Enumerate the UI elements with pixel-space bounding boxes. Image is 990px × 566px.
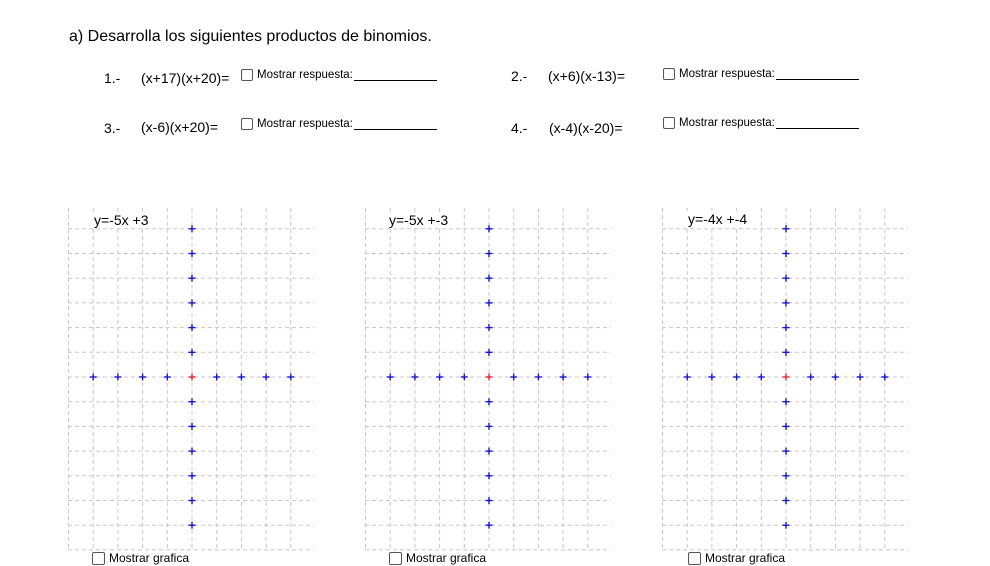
problem-4-answer-label: Mostrar respuesta: <box>679 116 775 129</box>
graph-panel-1[interactable] <box>68 208 314 550</box>
graph-3-grid[interactable] <box>662 208 908 550</box>
axis-tick-marker <box>461 374 468 381</box>
axis-tick-marker <box>857 374 864 381</box>
graph-2-equation: y=-5x +-3 <box>389 212 449 228</box>
show-graph-1-checkbox[interactable] <box>92 552 105 565</box>
axis-tick-marker <box>758 374 765 381</box>
axis-tick-marker <box>783 522 790 529</box>
axis-tick-marker <box>114 374 121 381</box>
axis-tick-marker <box>486 472 493 479</box>
show-graph-1[interactable] <box>92 551 189 565</box>
axis-tick-marker <box>189 522 196 529</box>
axis-tick-marker <box>783 497 790 504</box>
problem-4-show-answer[interactable] <box>663 116 859 129</box>
graph-3-equation: y=-4x +-4 <box>688 211 748 227</box>
axis-tick-marker <box>733 374 740 381</box>
axis-tick-marker <box>263 374 270 381</box>
axis-tick-marker <box>881 374 888 381</box>
show-graph-3-label: Mostrar grafica <box>705 551 786 565</box>
axis-tick-marker <box>486 225 493 232</box>
show-graph-3[interactable] <box>688 551 785 565</box>
axis-tick-marker <box>189 497 196 504</box>
graph-panel-2[interactable] <box>365 208 611 550</box>
axis-tick-marker <box>486 423 493 430</box>
axis-tick-marker <box>708 374 715 381</box>
problem-3-answer-checkbox[interactable] <box>241 118 253 130</box>
axis-tick-marker <box>783 472 790 479</box>
axis-tick-marker <box>486 522 493 529</box>
problem-4-expression: (x-4)(x-20)= <box>549 120 623 136</box>
problem-2-answer-checkbox[interactable] <box>663 68 675 80</box>
axis-tick-marker <box>164 374 171 381</box>
problem-1-show-answer[interactable] <box>241 68 437 81</box>
axis-tick-marker <box>783 324 790 331</box>
problem-4-number: 4.- <box>511 120 528 136</box>
axis-tick-marker <box>189 225 196 232</box>
axis-tick-marker <box>189 299 196 306</box>
problem-4-answer-blank <box>776 116 859 129</box>
axis-tick-marker <box>783 225 790 232</box>
problem-2-expression: (x+6)(x-13)= <box>548 68 626 84</box>
problem-3-show-answer[interactable] <box>241 117 437 130</box>
axis-tick-marker <box>807 374 814 381</box>
axis-tick-marker <box>189 275 196 282</box>
problem-1-answer-label: Mostrar respuesta: <box>257 68 353 81</box>
axis-tick-marker <box>189 250 196 257</box>
origin-marker <box>783 374 790 381</box>
problem-1-number: 1.- <box>104 70 121 86</box>
problem-1-answer-blank <box>354 68 437 81</box>
axis-tick-marker <box>387 374 394 381</box>
problem-2-show-answer[interactable] <box>663 67 859 80</box>
problem-3-expression: (x-6)(x+20)= <box>141 119 219 135</box>
graph-2-grid[interactable] <box>365 208 611 550</box>
axis-tick-marker <box>287 374 294 381</box>
axis-tick-marker <box>189 349 196 356</box>
axis-tick-marker <box>486 250 493 257</box>
show-graph-1-label: Mostrar grafica <box>109 551 190 565</box>
axis-tick-marker <box>486 299 493 306</box>
problem-4-answer-checkbox[interactable] <box>663 117 675 129</box>
axis-tick-marker <box>783 275 790 282</box>
axis-tick-marker <box>189 324 196 331</box>
exercise-heading: a) Desarrolla los siguientes productos de binomios. <box>69 28 432 45</box>
show-graph-2-label: Mostrar grafica <box>406 551 487 565</box>
axis-tick-marker <box>535 374 542 381</box>
axis-tick-marker <box>238 374 245 381</box>
problem-3-answer-blank <box>354 117 437 130</box>
problem-3-answer-label: Mostrar respuesta: <box>257 117 353 130</box>
axis-tick-marker <box>783 398 790 405</box>
show-graph-2-checkbox[interactable] <box>389 552 402 565</box>
graph-panel-3[interactable] <box>662 208 908 550</box>
axis-tick-marker <box>783 250 790 257</box>
axis-tick-marker <box>832 374 839 381</box>
axis-tick-marker <box>189 448 196 455</box>
axis-tick-marker <box>560 374 567 381</box>
axis-tick-marker <box>486 275 493 282</box>
problem-2-answer-blank <box>776 67 859 80</box>
graph-1-equation: y=-5x +3 <box>94 212 149 228</box>
origin-marker <box>486 374 493 381</box>
axis-tick-marker <box>783 448 790 455</box>
axis-tick-marker <box>684 374 691 381</box>
axis-tick-marker <box>139 374 146 381</box>
axis-tick-marker <box>90 374 97 381</box>
axis-tick-marker <box>486 497 493 504</box>
axis-tick-marker <box>783 423 790 430</box>
axis-tick-marker <box>584 374 591 381</box>
graph-1-grid[interactable] <box>68 208 314 550</box>
problem-2-number: 2.- <box>511 68 528 84</box>
axis-tick-marker <box>783 349 790 356</box>
axis-tick-marker <box>486 448 493 455</box>
problem-1-expression: (x+17)(x+20)= <box>141 70 230 86</box>
axis-tick-marker <box>486 324 493 331</box>
axis-tick-marker <box>436 374 443 381</box>
show-graph-3-checkbox[interactable] <box>688 552 701 565</box>
problem-2-answer-label: Mostrar respuesta: <box>679 67 775 80</box>
show-graph-2[interactable] <box>389 551 486 565</box>
axis-tick-marker <box>213 374 220 381</box>
problem-1-answer-checkbox[interactable] <box>241 69 253 81</box>
axis-tick-marker <box>189 472 196 479</box>
axis-tick-marker <box>189 398 196 405</box>
axis-tick-marker <box>510 374 517 381</box>
axis-tick-marker <box>411 374 418 381</box>
axis-tick-marker <box>783 299 790 306</box>
origin-marker <box>189 374 196 381</box>
problem-3-number: 3.- <box>104 120 121 136</box>
axis-tick-marker <box>486 349 493 356</box>
axis-tick-marker <box>189 423 196 430</box>
axis-tick-marker <box>486 398 493 405</box>
